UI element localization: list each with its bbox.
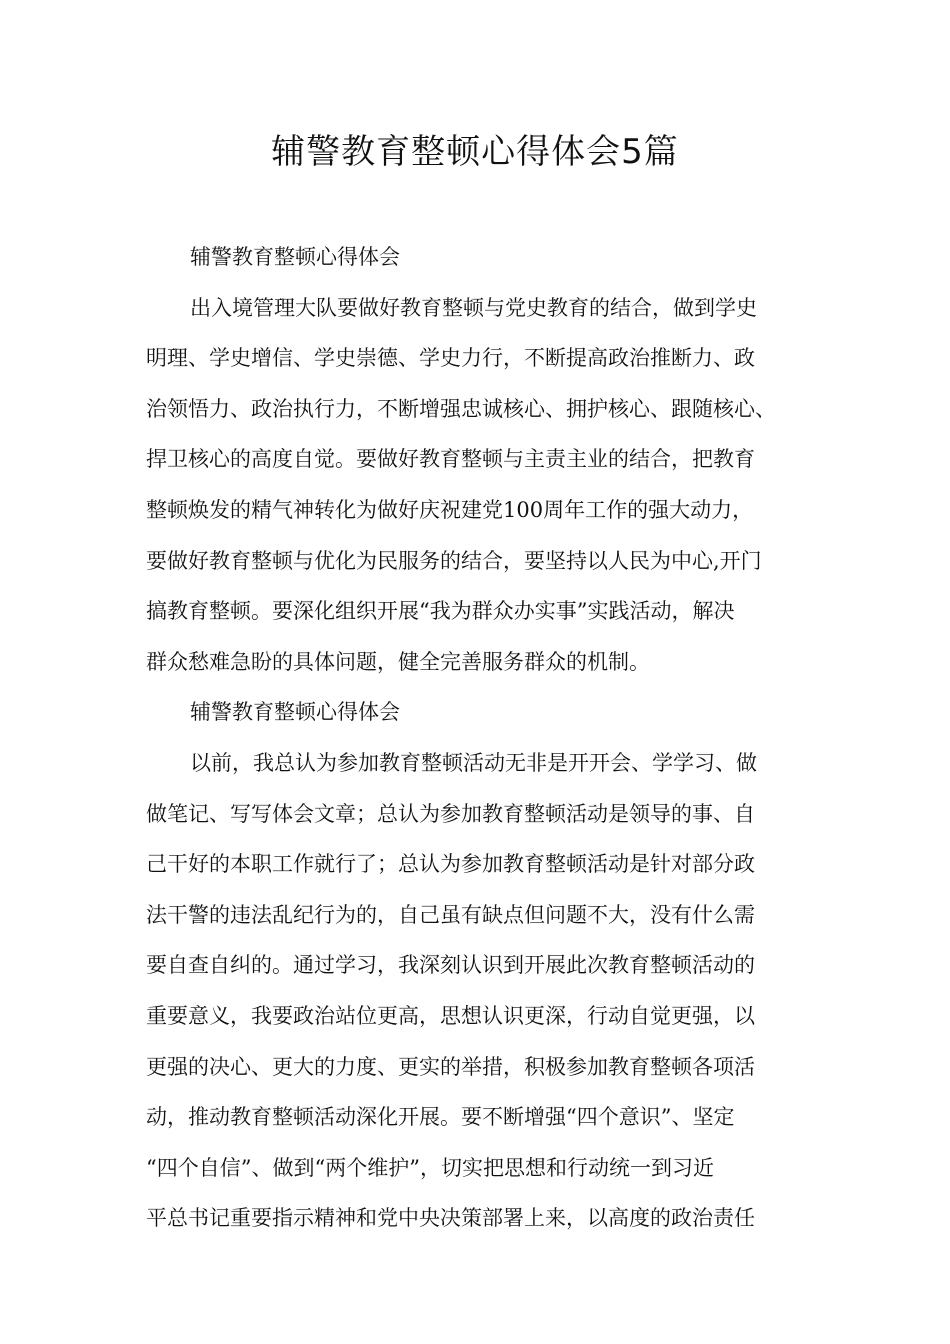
text-line: 平总书记重要指示精神和党中央决策部署上来，以高度的政治责任 [146,1206,755,1231]
text-line: 辅警教育整顿心得体会 [190,700,400,725]
text-line: “四个自信”、做到“两个维护”，切实把思想和行动统一到习近 [146,1155,714,1180]
text-line: 以前，我总认为参加教育整顿活动无非是开开会、学学习、做 [190,750,757,775]
text-line: 整顿焕发的精气神转化为做好庆祝建党100周年工作的强大动力， [146,497,754,522]
text-line: 辅警教育整顿心得体会 [190,245,400,269]
text-line: 己干好的本职工作就行了；总认为参加教育整顿活动是针对部分政 [146,852,755,877]
text-line: 要做好教育整顿与优化为民服务的结合，要坚持以人民为中心,开门 [146,548,762,573]
text-line: 捍卫核心的高度自觉。要做好教育整顿与主责主业的结合，把教育 [146,447,755,472]
text-line: 明理、学史增信、学史崇德、学史力行，不断提高政治推断力、政 [146,346,755,371]
text-line: 治领悟力、政治执行力，不断增强忠诚核心、拥护核心、跟随核心、 [146,396,776,421]
text-line: 搞教育整顿。要深化组织开展“我为群众办实事”实践活动，解决 [146,599,735,624]
text-line: 要自查自纠的。通过学习，我深刻认识到开展此次教育整顿活动的 [146,953,755,978]
text-line: 做笔记、写写体会文章；总认为参加教育整顿活动是领导的事、自 [146,801,755,826]
text-line: 更强的决心、更大的力度、更实的举措，积极参加教育整顿各项活 [146,1054,755,1079]
document-body [146,232,826,1244]
text-line: 法干警的违法乱纪行为的，自己虽有缺点但问题不大，没有什么需 [146,902,755,927]
text-line: 重要意义，我要政治站位更高，思想认识更深，行动自觉更强，以 [146,1003,755,1028]
text-line: 群众愁难急盼的具体问题，健全完善服务群众的机制。 [146,649,650,674]
document-title: 辅警教育整顿心得体会5篇 [271,132,679,172]
text-line: 出入境管理大队要做好教育整顿与党史教育的结合，做到学史 [190,295,757,320]
text-line: 动，推动教育整顿活动深化开展。要不断增强“四个意识”、坚定 [146,1105,735,1130]
